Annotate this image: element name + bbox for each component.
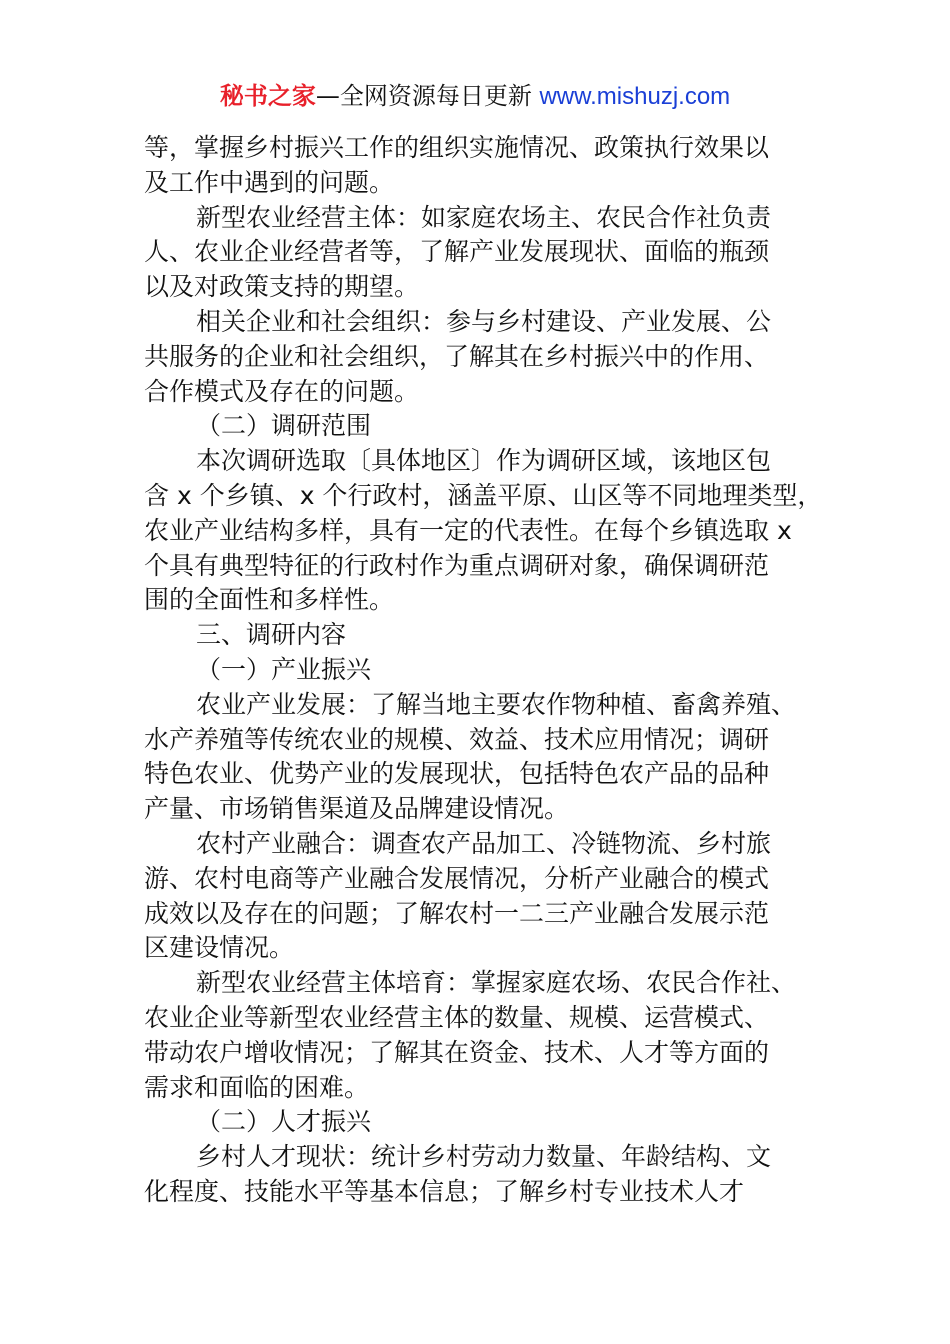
text-line: 农村产业融合：调查农产品加工、冷链物流、乡村旅	[196, 828, 772, 858]
text-line: 及工作中遇到的问题。	[144, 167, 395, 197]
text-line: 本次调研选取〔具体地区〕作为调研区域，该地区包	[196, 446, 772, 476]
site-url-link[interactable]: www.mishuzj.com	[539, 83, 731, 110]
text-line: 以及对政策支持的期望。	[144, 272, 420, 302]
text-line: 人、农业企业经营者等，了解产业发展现状、面临的瓶颈	[144, 237, 770, 267]
text-line: 新型农业经营主体：如家庭农场主、农民合作社负责	[196, 202, 772, 232]
site-header	[0, 80, 950, 113]
text-line: 水产养殖等传统农业的规模、效益、技术应用情况；调研	[144, 724, 770, 754]
text-line: （一）产业振兴	[196, 654, 372, 684]
text-line: 特色农业、优势产业的发展现状，包括特色农产品的品种	[144, 759, 770, 789]
text-line: 农业产业结构多样，具有一定的代表性。在每个乡镇选取 x	[144, 515, 792, 545]
text-line: 游、农村电商等产业融合发展情况，分析产业融合的模式	[144, 863, 770, 893]
text-line: 共服务的企业和社会组织，了解其在乡村振兴中的作用、	[144, 341, 770, 371]
text-line: 相关企业和社会组织：参与乡村建设、产业发展、公	[196, 306, 772, 336]
brand-name: 秘书之家	[219, 82, 316, 110]
text-line: （二）人才振兴	[196, 1107, 372, 1137]
text-line: 农业企业等新型农业经营主体的数量、规模、运营模式、	[144, 1002, 770, 1032]
text-line: 合作模式及存在的问题。	[144, 376, 420, 406]
text-line: 围的全面性和多样性。	[144, 585, 395, 615]
text-line: 个具有典型特征的行政村作为重点调研对象，确保调研范	[144, 550, 770, 580]
text-line: （二）调研范围	[196, 411, 372, 441]
header-tagline: —全网资源每日更新	[315, 82, 532, 110]
text-line: 产量、市场销售渠道及品牌建设情况。	[144, 794, 570, 824]
text-line: 三、调研内容	[196, 620, 347, 650]
text-line: 农业产业发展：了解当地主要农作物种植、畜禽养殖、	[196, 689, 797, 719]
text-line: 等，掌握乡村振兴工作的组织实施情况、政策执行效果以	[144, 133, 770, 162]
document-body	[144, 131, 824, 1210]
text-line: 带动农户增收情况；了解其在资金、技术、人才等方面的	[144, 1037, 770, 1067]
text-line: 乡村人才现状：统计乡村劳动力数量、年龄结构、文	[196, 1142, 772, 1172]
text-line: 区建设情况。	[144, 933, 295, 963]
text-line: 新型农业经营主体培育：掌握家庭农场、农民合作社、	[196, 968, 797, 998]
text-line: 成效以及存在的问题；了解农村一二三产业融合发展示范	[144, 898, 770, 928]
text-line: 化程度、技能水平等基本信息；了解乡村专业技术人才	[144, 1176, 745, 1206]
text-line: 含 x 个乡镇、x 个行政村，涵盖平原、山区等不同地理类型，	[144, 480, 823, 510]
text-line: 需求和面临的困难。	[144, 1072, 370, 1102]
